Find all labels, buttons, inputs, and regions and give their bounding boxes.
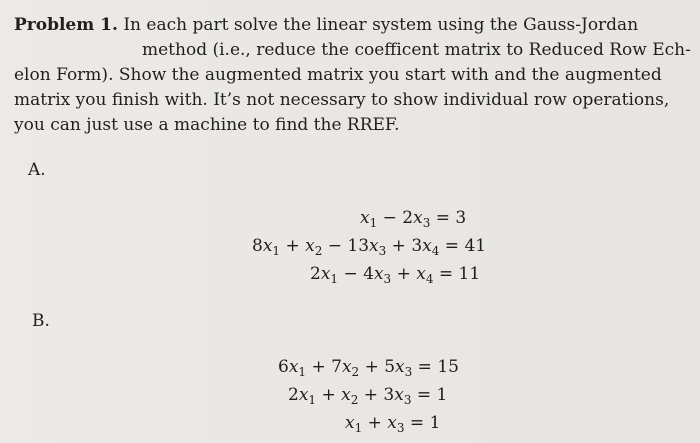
part-b-equation-2: $2x_1 + x_2 + 3x_3 = 1$ [288, 385, 448, 407]
problem-statement [14, 13, 691, 138]
problem-line-2: method (i.e., reduce the coefficent matrix to Reduced Row Ech- [142, 40, 691, 60]
part-a-equation-2: $8x_1 + x_2 - 13x_3 + 3x_4 = 41$ [252, 236, 487, 258]
problem-line-1: Problem 1. In each part solve the linear system using the Gauss-Jordan [14, 15, 639, 35]
part-b-equation-1: $6x_1 + 7x_2 + 5x_3 = 15$ [278, 357, 459, 379]
problem-line-4: matrix you finish with. It’s not necessary to show individual row operations, [14, 90, 670, 110]
problem-line-3: elon Form). Show the augmented matrix you start with and the augmented [14, 65, 662, 85]
problem-heading: Problem 1. [14, 15, 118, 35]
problem-line-5: you can just use a machine to find the RREF. [14, 115, 400, 135]
part-b-equation-3: $x_1 + x_3 = 1$ [345, 413, 441, 435]
part-b-label: B. [32, 311, 50, 331]
part-a-equation-3: $2x_1 - 4x_3 + x_4 = 11$ [310, 264, 481, 286]
part-a-equation-1: $x_1 - 2x_3 = 3$ [360, 208, 467, 230]
part-a-label: A. [28, 160, 46, 180]
